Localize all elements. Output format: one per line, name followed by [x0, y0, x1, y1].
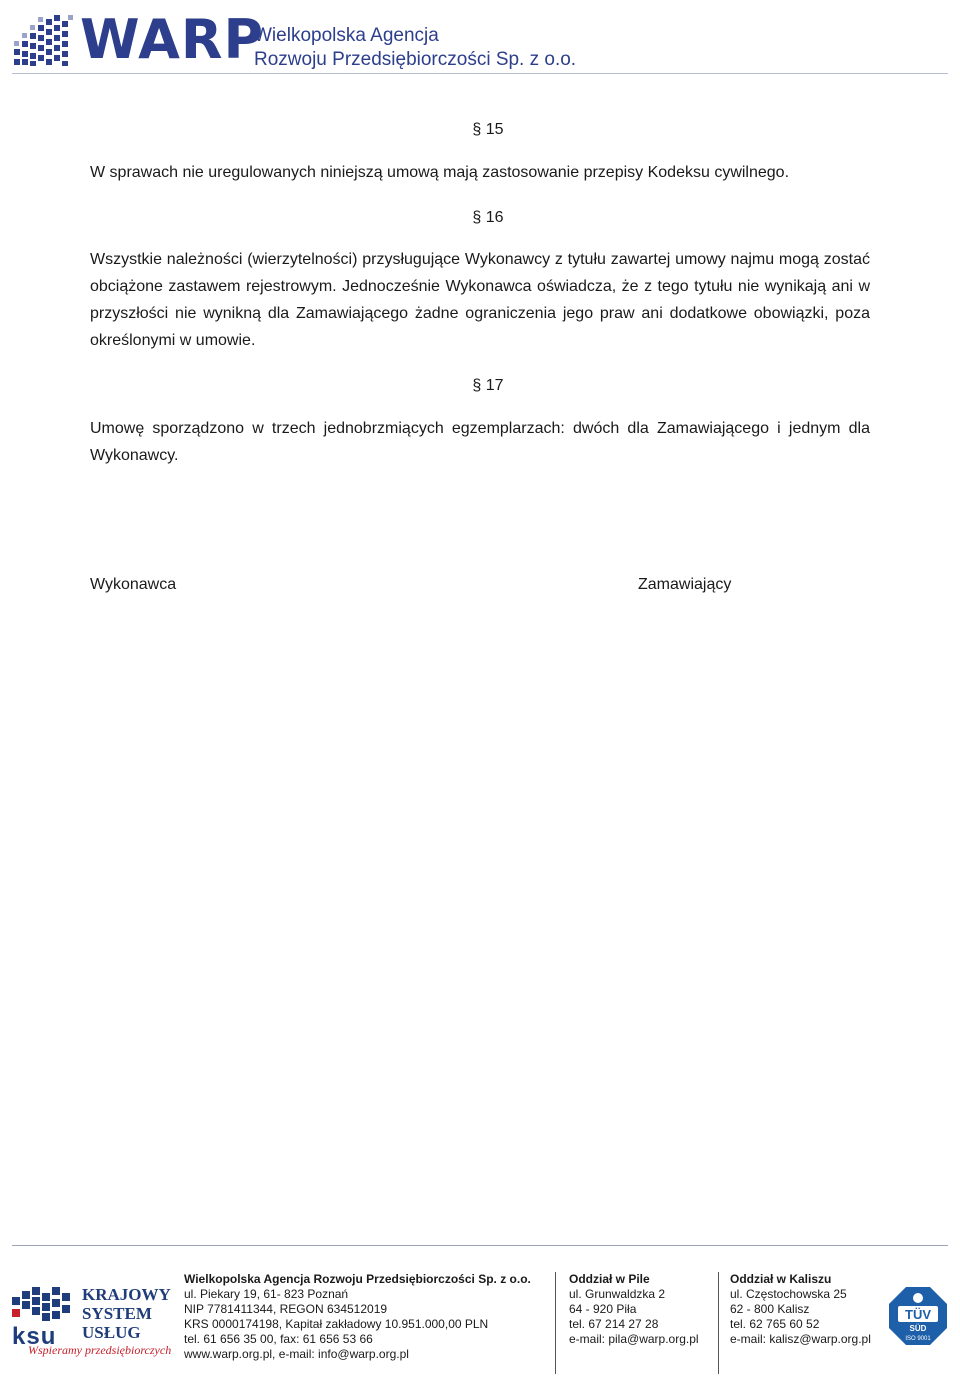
head-office-address: ul. Piekary 19, 61- 823 Poznań — [184, 1287, 349, 1301]
footer-column-divider — [718, 1272, 719, 1374]
head-office-ids: NIP 7781411344, REGON 634512019 — [184, 1302, 388, 1316]
tuv-certification-logo — [888, 1286, 948, 1346]
ksu-line-3: USŁUG — [82, 1323, 141, 1342]
head-office-krs: KRS 0000174198, Kapitał zakładowy 10.951.000,00 PLN — [184, 1317, 489, 1331]
footer-branch-kalisz — [730, 1272, 871, 1347]
section-heading-16: § 16 — [472, 209, 504, 226]
branch-pila-name: Oddział w Pile — [569, 1272, 650, 1286]
footer-column-divider — [555, 1272, 556, 1374]
page-header — [0, 0, 960, 80]
section-heading-15: § 15 — [472, 121, 504, 138]
section-17-paragraph: Umowę sporządzono w trzech jednobrzmiących egzemplarzach: dwóch dla Zamawiającego i jednym dla Wykonawcy. — [90, 420, 870, 464]
footer-divider — [12, 1245, 948, 1246]
head-office-phone: tel. 61 656 35 00, fax: 61 656 53 66 — [184, 1332, 373, 1346]
branch-pila-city: 64 - 920 Piła — [569, 1302, 637, 1316]
ksu-line-1: KRAJOWY — [82, 1285, 171, 1304]
branch-kalisz-city: 62 - 800 Kalisz — [730, 1302, 810, 1316]
section-16-paragraph: Wszystkie należności (wierzytelności) przysługujące Wykonawcy z tytułu zawartej umowy najmu mogą zostać obciążone zastawem rejestrowym. Jednocześnie Wykonawca oświadcza, że z tego tytułu nie wynikają ani w przyszłości nie wynikną dla Zamawiającego żadne ograniczenia jego praw ani dodatkowe obowiązki, poza określonymi w umowie. — [90, 251, 870, 349]
ksu-slogan: Wspieramy przedsiębiorczych — [28, 1343, 172, 1357]
signature-contractor: Wykonawca — [90, 576, 177, 593]
organization-name-line-1: Wielkopolska Agencja — [254, 25, 439, 46]
head-office-name: Wielkopolska Agencja Rozwoju Przedsiębiorczości Sp. z o.o. — [184, 1272, 531, 1286]
section-15-paragraph: W sprawach nie uregulowanych niniejszą umową mają zastosowanie przepisy Kodeksu cywilnego. — [90, 164, 790, 181]
ksu-logo-icon — [12, 1287, 76, 1323]
organization-name-line-2: Rozwoju Przedsiębiorczości Sp. z o.o. — [254, 49, 577, 70]
warp-logo-text: WARP — [80, 8, 265, 71]
branch-kalisz-street: ul. Częstochowska 25 — [730, 1287, 847, 1301]
ksu-logo — [12, 1285, 182, 1370]
ksu-line-2: SYSTEM — [82, 1304, 152, 1323]
ksu-abbreviation: ksu — [12, 1323, 57, 1350]
section-heading-17: § 17 — [472, 377, 504, 394]
organization-name — [254, 24, 576, 72]
warp-logo-icon — [12, 15, 74, 67]
ksu-logo-text — [82, 1285, 171, 1342]
branch-kalisz-email[interactable]: e-mail: kalisz@warp.org.pl — [730, 1332, 871, 1346]
tuv-logo-cert: ISO 9001 — [905, 1336, 931, 1342]
tuv-logo-sub: SÜD — [909, 1324, 927, 1333]
tuv-logo-text: TÜV — [905, 1307, 931, 1322]
branch-kalisz-phone: tel. 62 765 60 52 — [730, 1317, 820, 1331]
head-office-web[interactable]: www.warp.org.pl, e-mail: info@warp.org.pl — [184, 1347, 409, 1361]
branch-pila-phone: tel. 67 214 27 28 — [569, 1317, 659, 1331]
branch-pila-street: ul. Grunwaldzka 2 — [569, 1287, 666, 1301]
header-divider — [12, 73, 948, 74]
footer-branch-pila — [569, 1272, 699, 1347]
signature-block — [90, 576, 870, 600]
branch-pila-email[interactable]: e-mail: pila@warp.org.pl — [569, 1332, 699, 1346]
signature-client: Zamawiający — [638, 576, 732, 593]
document-body — [90, 116, 870, 486]
footer-head-office — [184, 1272, 531, 1362]
branch-kalisz-name: Oddział w Kaliszu — [730, 1272, 832, 1286]
